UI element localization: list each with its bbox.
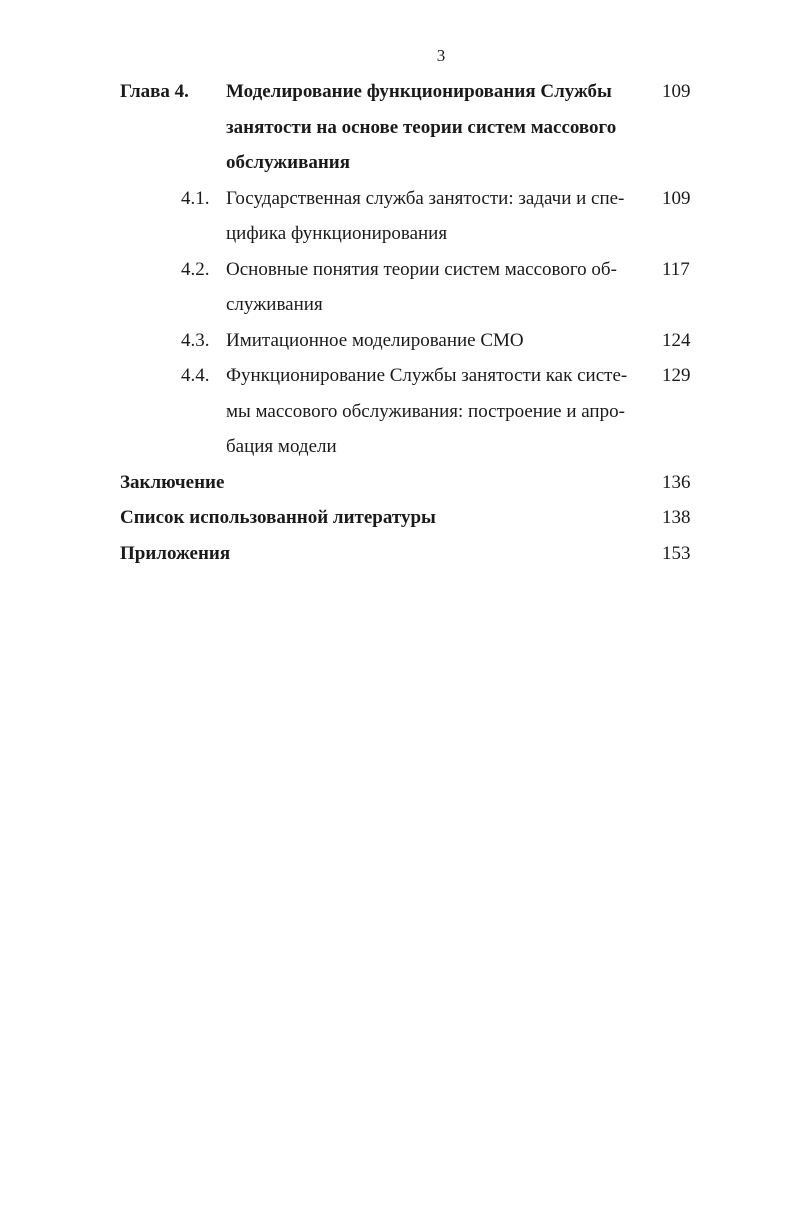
section-title: [226, 252, 641, 323]
chapter-title-line: Моделирование функционирования Службы: [226, 81, 612, 102]
section-number: 4.3.: [181, 329, 210, 351]
toc-section-4-4[interactable]: [0, 358, 795, 465]
section-page-number: 129: [662, 365, 691, 386]
references-title: Список использованной литературы: [120, 507, 436, 528]
section-title: [226, 323, 641, 359]
section-number: 4.1.: [181, 187, 210, 209]
toc-section-4-2[interactable]: [0, 252, 795, 323]
section-number: 4.4.: [181, 365, 210, 386]
toc-appendices[interactable]: [0, 536, 795, 572]
section-title-line: Функционирование Службы занятости как систе-: [226, 365, 628, 386]
section-title-line: бация модели: [226, 436, 337, 457]
chapter-title: [226, 74, 641, 181]
section-page-number: 124: [662, 329, 691, 351]
section-title-line: Имитационное моделирование СМО: [226, 329, 524, 351]
references-page-number: 138: [662, 507, 691, 528]
page-number: 3: [436, 46, 446, 65]
conclusion-title: Заключение: [120, 471, 225, 493]
appendices-page-number: 153: [662, 542, 691, 564]
section-number: 4.2.: [181, 258, 210, 280]
toc-references[interactable]: [0, 500, 795, 536]
chapter-title-line: обслуживания: [226, 152, 351, 173]
section-page-number: 109: [662, 187, 691, 209]
appendices-title: Приложения: [120, 542, 231, 564]
section-title: [226, 358, 641, 465]
chapter-page-number: 109: [662, 81, 691, 102]
chapter-title-line: занятости на основе теории систем массового: [226, 116, 617, 138]
section-title-line: служивания: [226, 294, 323, 315]
section-title-line: Основные понятия теории систем массового об-: [226, 258, 617, 280]
section-title: [226, 181, 641, 252]
chapter-label: Глава 4.: [120, 81, 189, 102]
toc-conclusion[interactable]: [0, 465, 795, 501]
section-title-line: Государственная служба занятости: задачи и спе-: [226, 187, 625, 209]
table-of-contents: [0, 74, 795, 571]
toc-section-4-1[interactable]: [0, 181, 795, 252]
section-title-line: цифика функционирования: [226, 223, 448, 244]
toc-chapter-4[interactable]: [0, 74, 795, 181]
section-page-number: 117: [662, 258, 690, 280]
toc-section-4-3[interactable]: [0, 323, 795, 359]
section-title-line: мы массового обслуживания: построение и апро-: [226, 400, 625, 422]
conclusion-page-number: 136: [662, 471, 691, 493]
